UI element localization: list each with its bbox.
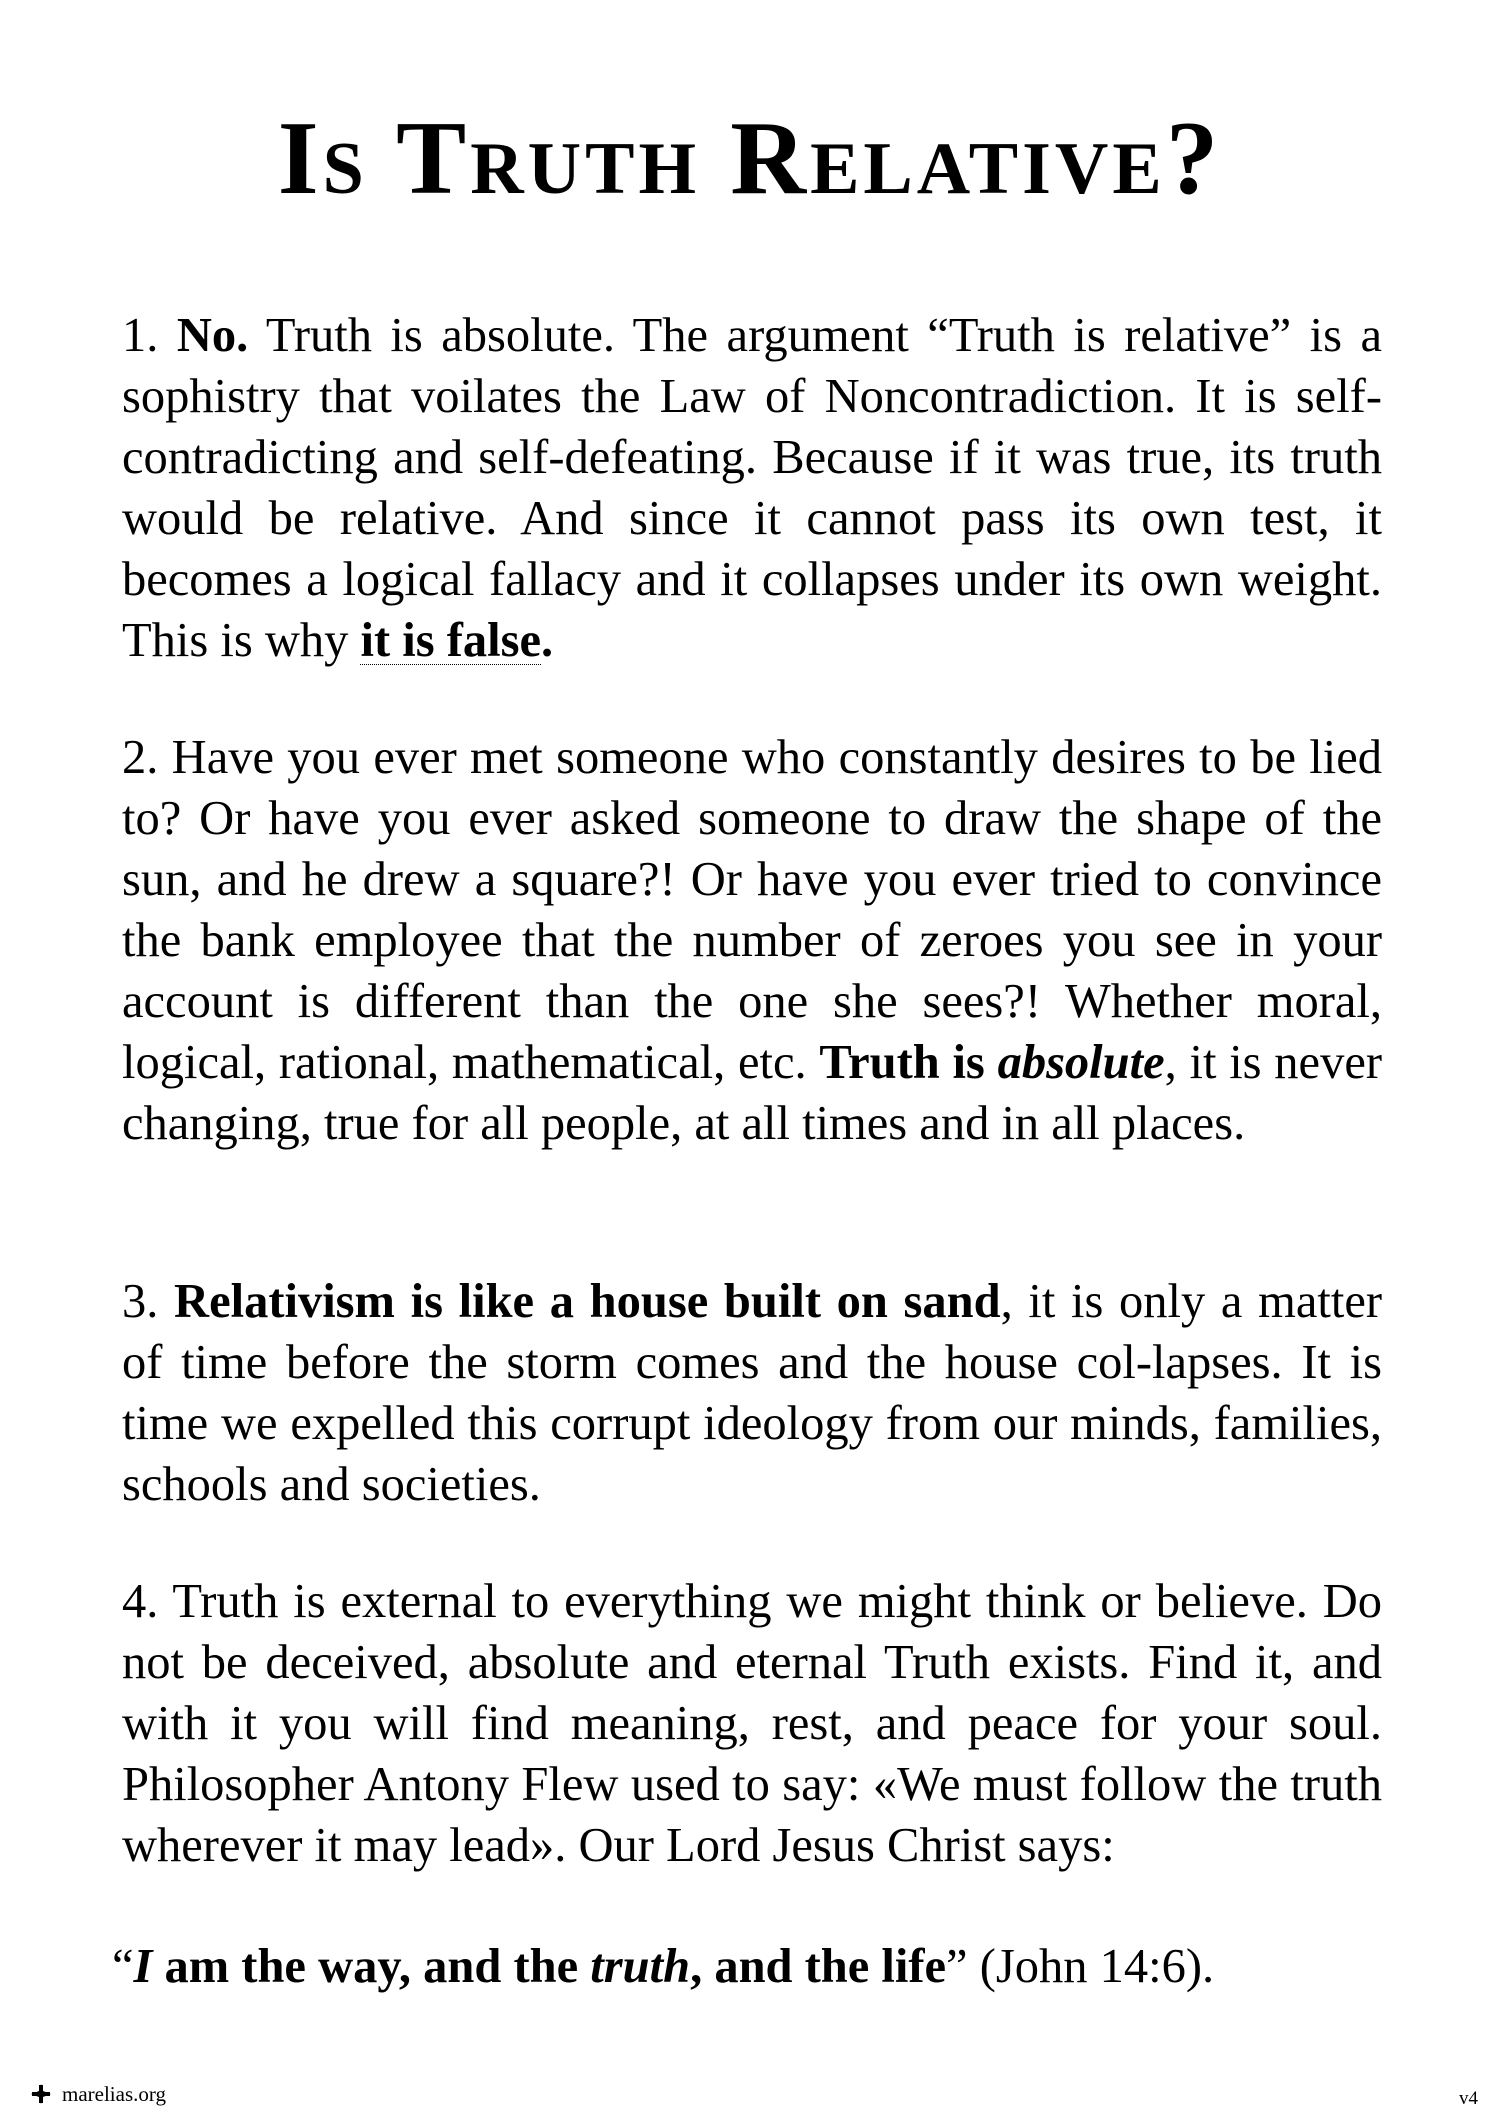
sentence-end: . xyxy=(541,614,554,667)
page-title: Is Truth Relative? xyxy=(277,99,1223,216)
scripture-quote xyxy=(112,1936,1214,1997)
paragraph-3 xyxy=(122,1271,1382,1515)
paragraph-4: 4. Truth is external to everything we might think or believe. Do not be deceived, absolute and eternal Truth exists. Find it, and with it you will find meaning, rest, and peace for your soul. Philosopher Antony Flew used to say: «We must follow the truth wherever it may lead». Our Lord Jesus Christ says: xyxy=(122,1575,1382,1872)
paragraph-text: 2. Have you ever met someone who constantly desires to be lied to? Or have you ever asked someone to draw the shape of the sun, and he drew a square?! Or have you ever tried to convince the bank employee that the number of zeroes you see in your account is different than the one she sees?! Whether moral, logical, rational, mathematical, etc. xyxy=(122,731,1382,1089)
paragraph-number: 1. xyxy=(122,309,177,362)
quote-part-2: , and the life xyxy=(690,1940,947,1993)
quote-close: ” xyxy=(946,1940,968,1993)
paragraph-2 xyxy=(122,727,1382,1154)
quote-italic-truth: truth xyxy=(590,1940,691,1993)
site-url[interactable]: marelias.org xyxy=(62,2082,166,2106)
bold-italic-absolute: absolute xyxy=(997,1036,1165,1089)
quote-italic-i: I xyxy=(133,1940,153,1993)
paragraph-1 xyxy=(122,305,1382,671)
cross-icon xyxy=(30,2083,52,2105)
paragraph-text: Truth is absolute. The argument “Truth is relative” is a sophistry that voilates the Law of Noncontradiction. It is self-contradicting and self-defeating. Because if it was true, its truth would be relative. And since it cannot pass its own test, it becomes a logical fallacy and it collapses under its own weight. This is why xyxy=(122,309,1383,667)
quote-part-1: am the way, and the xyxy=(152,1940,591,1993)
emphasis-false: it is false xyxy=(360,614,541,667)
version-label: v4 xyxy=(1459,2088,1478,2109)
quote-reference: (John 14:6). xyxy=(967,1940,1215,1993)
paragraph-tail: , it is never changing, true for all people, at all times and in all places. xyxy=(122,1036,1382,1150)
bold-phrase: Truth is xyxy=(819,1036,998,1089)
lead-answer: No. xyxy=(176,309,249,362)
paragraph-text: , it is only a matter of time before the storm comes and the house col-lapses. It is time we expelled this corrupt ideology from our minds, families, schools and societies. xyxy=(122,1275,1382,1511)
bold-phrase: Relativism is like a house built on sand xyxy=(174,1275,1001,1328)
paragraph-number: 3. xyxy=(122,1275,175,1328)
footer-site xyxy=(30,2082,166,2106)
quote-open: “ xyxy=(112,1940,134,1993)
